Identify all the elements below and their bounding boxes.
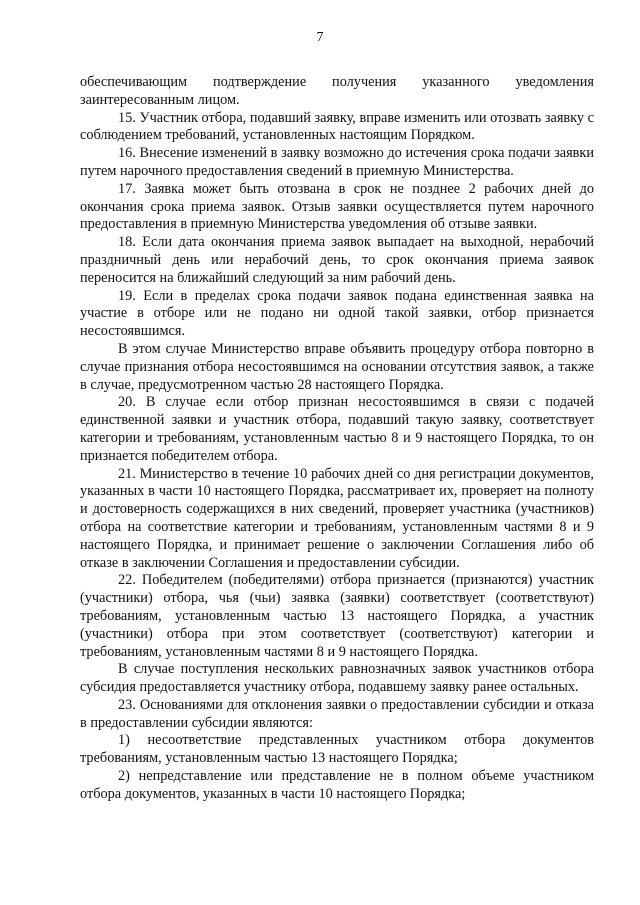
paragraph-clause-19-note: В этом случае Министерство вправе объявить процедуру отбора повторно в случае признания отбора несостоявшимся на основании отсутствия заявок, а также в случае, предусмотренном частью 28 настоящего Порядка. (80, 340, 594, 393)
paragraph-clause-20: 20. В случае если отбор признан несостоявшимся в связи с подачей единственной заявки и участник отбора, подавший такую заявку, соответствует категории и требованиям, установленным частью 8 и 9 настоящего Порядка, то он признается победителем отбора. (80, 394, 594, 464)
paragraph-clause-15: 15. Участник отбора, подавший заявку, вправе изменить или отозвать заявку с соблюдением требований, установленных настоящим Порядком. (80, 109, 594, 144)
paragraph-clause-23: 23. Основаниями для отклонения заявки о предоставлении субсидии и отказа в предоставлении субсидии являются: (80, 696, 594, 731)
paragraph-clause-22: 22. Победителем (победителями) отбора признается (признаются) участник (участники) отбора, чья (чьи) заявка (заявки) соответствует (соответствуют) требованиям, установленным частью 13 настоящего Порядка, а участник (участники) отбора при этом соответствует (соответствуют) категории и требованиям, установленным частями 8 и 9 настоящего Порядка. (80, 572, 594, 660)
paragraph-clause-23-item-1: 1) несоответствие представленных участником отбора документов требованиям, установленным частью 13 настоящего Порядка; (80, 732, 594, 767)
paragraph-continuation: обеспечивающим подтверждение получения указанного уведомления заинтересованным лицом. (80, 74, 594, 108)
paragraph-clause-22-note: В случае поступления нескольких равнозначных заявок участников отбора субсидия предоставляется участнику отбора, подавшему заявку ранее остальных. (80, 661, 594, 696)
paragraph-clause-23-item-2: 2) непредставление или представление не в полном объеме участником отбора документов, указанных в части 10 настоящего Порядка; (80, 768, 594, 802)
paragraph-clause-18: 18. Если дата окончания приема заявок выпадает на выходной, нерабочий праздничный день или нерабочий день, то срок окончания приема заявок переносится на ближайший следующий за ним рабочий день. (80, 234, 594, 286)
paragraph-clause-21: 21. Министерство в течение 10 рабочих дней со дня регистрации документов, указанных в части 10 настоящего Порядка, рассматривает их, проверяет на полноту и достоверность содержащихся в них сведений, проверяет участника (участников) отбора на соответствие категории и требованиям, установленным частями 8 и 9 настоящего Порядка, и принимает решение о заключении Соглашения либо об отказе в заключении Соглашения и предоставлении субсидии. (80, 465, 594, 571)
page-number: 7 (316, 30, 324, 45)
document-body (80, 74, 594, 804)
paragraph-clause-17: 17. Заявка может быть отозвана в срок не позднее 2 рабочих дней до окончания срока приема заявок. Отзыв заявки осуществляется путем нарочного предоставления в приемную Министерства уведомления об отзыве заявки. (80, 180, 594, 233)
paragraph-clause-16: 16. Внесение изменений в заявку возможно до истечения срока подачи заявки путем нарочного предоставления сведений в приемную Министерства. (80, 145, 594, 179)
paragraph-clause-19: 19. Если в пределах срока подачи заявок подана единственная заявка на участие в отборе или не подано ни одной такой заявки, отбор признается несостоявшимся. (80, 287, 594, 340)
